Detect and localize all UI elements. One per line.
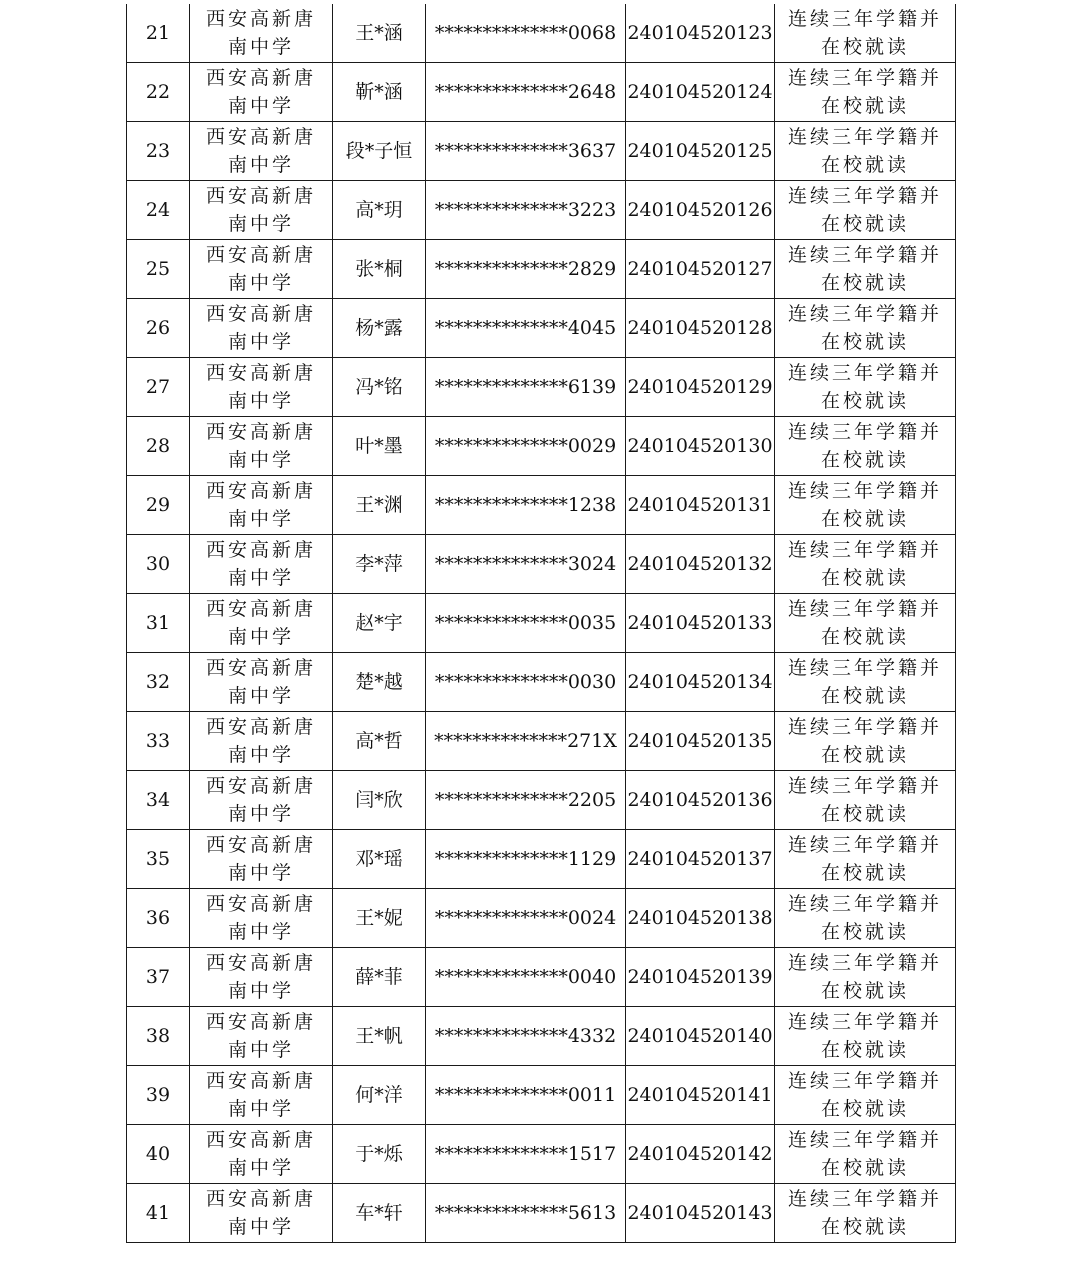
student-name-cell: 王*妮 [333,889,426,948]
table-row [127,240,956,299]
id-number-cell: **************4332 [426,1007,626,1066]
table-row [127,1125,956,1184]
table-row [127,63,956,122]
table-row [127,771,956,830]
status-text: 连续三年学籍并在校就读 [787,598,942,648]
status-text: 连续三年学籍并在校就读 [787,775,942,825]
student-name-cell: 高*哲 [333,712,426,771]
status-text: 连续三年学籍并在校就读 [787,1011,942,1061]
id-number-cell: **************0024 [426,889,626,948]
status-cell [775,122,956,181]
status-text: 连续三年学籍并在校就读 [787,8,942,58]
school-cell [190,240,333,299]
status-cell [775,1184,956,1243]
exam-number-cell: 240104520140 [626,1007,775,1066]
student-name-cell: 杨*露 [333,299,426,358]
exam-number-cell: 240104520131 [626,476,775,535]
table-row [127,476,956,535]
exam-number-cell: 240104520136 [626,771,775,830]
id-number-cell: **************2829 [426,240,626,299]
school-cell [190,63,333,122]
status-text: 连续三年学籍并在校就读 [787,244,942,294]
student-name-cell: 靳*涵 [333,63,426,122]
school-cell [190,1007,333,1066]
school-text: 西安高新唐南中学 [205,244,316,294]
exam-number-cell: 240104520125 [626,122,775,181]
exam-number-cell: 240104520143 [626,1184,775,1243]
row-number-cell: 26 [127,299,190,358]
exam-number-cell: 240104520123 [626,4,775,63]
student-name-cell: 邓*瑶 [333,830,426,889]
id-number-cell: **************1517 [426,1125,626,1184]
exam-number-cell: 240104520138 [626,889,775,948]
school-text: 西安高新唐南中学 [205,1011,316,1061]
id-number-cell: **************3223 [426,181,626,240]
row-number-cell: 39 [127,1066,190,1125]
school-text: 西安高新唐南中学 [205,1188,316,1238]
table-row [127,417,956,476]
school-text: 西安高新唐南中学 [205,775,316,825]
exam-number-cell: 240104520124 [626,63,775,122]
row-number-cell: 32 [127,653,190,712]
school-cell [190,948,333,1007]
student-name-cell: 楚*越 [333,653,426,712]
status-text: 连续三年学籍并在校就读 [787,1129,942,1179]
table-row [127,4,956,63]
id-number-cell: **************1129 [426,830,626,889]
status-cell [775,830,956,889]
row-number-cell: 41 [127,1184,190,1243]
school-cell [190,535,333,594]
status-cell [775,1066,956,1125]
status-cell [775,476,956,535]
school-text: 西安高新唐南中学 [205,1129,316,1179]
status-text: 连续三年学籍并在校就读 [787,834,942,884]
school-cell [190,358,333,417]
school-cell [190,830,333,889]
student-name-cell: 冯*铭 [333,358,426,417]
school-cell [190,594,333,653]
school-text: 西安高新唐南中学 [205,421,316,471]
student-name-cell: 何*洋 [333,1066,426,1125]
row-number-cell: 22 [127,63,190,122]
status-text: 连续三年学籍并在校就读 [787,893,942,943]
student-name-cell: 李*萍 [333,535,426,594]
exam-number-cell: 240104520133 [626,594,775,653]
row-number-cell: 38 [127,1007,190,1066]
table-row [127,1066,956,1125]
row-number-cell: 33 [127,712,190,771]
id-number-cell: **************1238 [426,476,626,535]
row-number-cell: 36 [127,889,190,948]
exam-number-cell: 240104520142 [626,1125,775,1184]
exam-number-cell: 240104520135 [626,712,775,771]
id-number-cell: **************0035 [426,594,626,653]
exam-number-cell: 240104520128 [626,299,775,358]
student-name-cell: 叶*墨 [333,417,426,476]
student-list-table [126,4,956,1243]
status-text: 连续三年学籍并在校就读 [787,1070,942,1120]
status-cell [775,1007,956,1066]
row-number-cell: 29 [127,476,190,535]
status-cell [775,63,956,122]
student-name-cell: 车*轩 [333,1184,426,1243]
table-row [127,594,956,653]
id-number-cell: **************271X [426,712,626,771]
school-cell [190,181,333,240]
status-cell [775,299,956,358]
status-cell [775,417,956,476]
row-number-cell: 40 [127,1125,190,1184]
id-number-cell: **************0068 [426,4,626,63]
exam-number-cell: 240104520126 [626,181,775,240]
school-text: 西安高新唐南中学 [205,8,316,58]
school-cell [190,299,333,358]
school-cell [190,4,333,63]
id-number-cell: **************2205 [426,771,626,830]
student-name-cell: 薛*菲 [333,948,426,1007]
school-cell [190,476,333,535]
row-number-cell: 35 [127,830,190,889]
id-number-cell: **************0030 [426,653,626,712]
school-text: 西安高新唐南中学 [205,952,316,1002]
status-cell [775,240,956,299]
student-name-cell: 段*子恒 [333,122,426,181]
status-cell [775,535,956,594]
school-text: 西安高新唐南中学 [205,657,316,707]
school-text: 西安高新唐南中学 [205,834,316,884]
row-number-cell: 30 [127,535,190,594]
school-text: 西安高新唐南中学 [205,1070,316,1120]
student-name-cell: 闫*欣 [333,771,426,830]
exam-number-cell: 240104520130 [626,417,775,476]
id-number-cell: **************0040 [426,948,626,1007]
school-cell [190,771,333,830]
school-text: 西安高新唐南中学 [205,67,316,117]
school-text: 西安高新唐南中学 [205,303,316,353]
status-text: 连续三年学籍并在校就读 [787,362,942,412]
school-text: 西安高新唐南中学 [205,598,316,648]
school-cell [190,1125,333,1184]
row-number-cell: 21 [127,4,190,63]
id-number-cell: **************6139 [426,358,626,417]
status-cell [775,4,956,63]
status-cell [775,889,956,948]
id-number-cell: **************3024 [426,535,626,594]
status-cell [775,594,956,653]
id-number-cell: **************0029 [426,417,626,476]
school-text: 西安高新唐南中学 [205,185,316,235]
status-text: 连续三年学籍并在校就读 [787,716,942,766]
school-cell [190,417,333,476]
id-number-cell: **************0011 [426,1066,626,1125]
school-cell [190,1184,333,1243]
status-text: 连续三年学籍并在校就读 [787,185,942,235]
status-cell [775,712,956,771]
table-row [127,1007,956,1066]
status-text: 连续三年学籍并在校就读 [787,67,942,117]
row-number-cell: 28 [127,417,190,476]
exam-number-cell: 240104520139 [626,948,775,1007]
school-cell [190,889,333,948]
school-cell [190,1066,333,1125]
table-body [127,4,956,1243]
status-cell [775,948,956,1007]
school-cell [190,712,333,771]
row-number-cell: 23 [127,122,190,181]
student-name-cell: 张*桐 [333,240,426,299]
status-text: 连续三年学籍并在校就读 [787,539,942,589]
student-name-cell: 王*帆 [333,1007,426,1066]
id-number-cell: **************5613 [426,1184,626,1243]
exam-number-cell: 240104520127 [626,240,775,299]
school-text: 西安高新唐南中学 [205,362,316,412]
student-name-cell: 于*烁 [333,1125,426,1184]
table-row [127,358,956,417]
school-text: 西安高新唐南中学 [205,716,316,766]
table-row [127,122,956,181]
row-number-cell: 25 [127,240,190,299]
exam-number-cell: 240104520141 [626,1066,775,1125]
student-name-cell: 王*涵 [333,4,426,63]
table-row [127,830,956,889]
table-row [127,1184,956,1243]
id-number-cell: **************2648 [426,63,626,122]
status-cell [775,653,956,712]
table-row [127,181,956,240]
status-cell [775,771,956,830]
row-number-cell: 27 [127,358,190,417]
table-row [127,889,956,948]
student-name-cell: 王*渊 [333,476,426,535]
exam-number-cell: 240104520129 [626,358,775,417]
status-text: 连续三年学籍并在校就读 [787,657,942,707]
status-text: 连续三年学籍并在校就读 [787,421,942,471]
school-text: 西安高新唐南中学 [205,480,316,530]
school-text: 西安高新唐南中学 [205,126,316,176]
exam-number-cell: 240104520132 [626,535,775,594]
status-text: 连续三年学籍并在校就读 [787,126,942,176]
school-text: 西安高新唐南中学 [205,539,316,589]
student-name-cell: 赵*宇 [333,594,426,653]
status-text: 连续三年学籍并在校就读 [787,952,942,1002]
table-row [127,712,956,771]
table-row [127,299,956,358]
id-number-cell: **************4045 [426,299,626,358]
row-number-cell: 37 [127,948,190,1007]
status-text: 连续三年学籍并在校就读 [787,303,942,353]
student-name-cell: 高*玥 [333,181,426,240]
table-row [127,948,956,1007]
status-cell [775,1125,956,1184]
school-cell [190,122,333,181]
status-cell [775,358,956,417]
school-text: 西安高新唐南中学 [205,893,316,943]
table-row [127,653,956,712]
id-number-cell: **************3637 [426,122,626,181]
row-number-cell: 24 [127,181,190,240]
row-number-cell: 34 [127,771,190,830]
status-text: 连续三年学籍并在校就读 [787,1188,942,1238]
status-cell [775,181,956,240]
table-row [127,535,956,594]
status-text: 连续三年学籍并在校就读 [787,480,942,530]
exam-number-cell: 240104520134 [626,653,775,712]
school-cell [190,653,333,712]
exam-number-cell: 240104520137 [626,830,775,889]
row-number-cell: 31 [127,594,190,653]
